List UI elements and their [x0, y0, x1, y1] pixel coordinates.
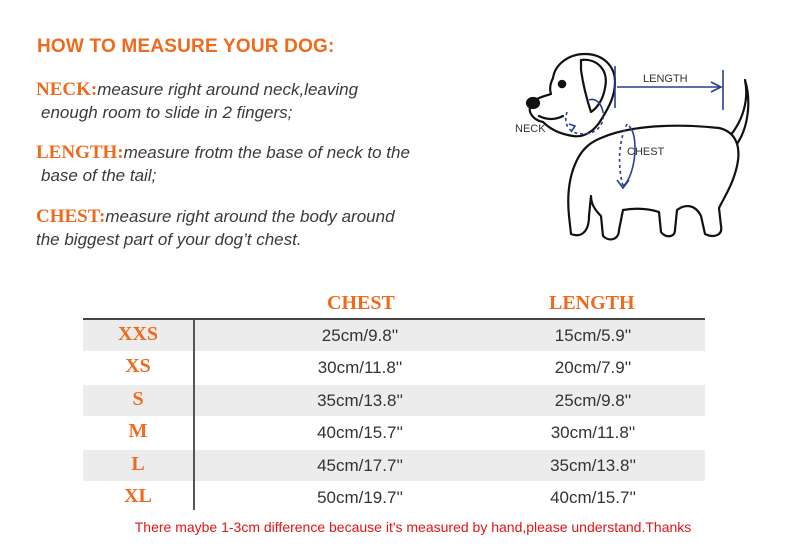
table-row	[83, 320, 705, 351]
table-row	[83, 417, 705, 448]
length-instruction	[36, 141, 410, 187]
length-term: LENGTH:	[36, 142, 124, 163]
table-header-length: LENGTH	[549, 292, 635, 314]
length-text-line2: base of the tail;	[41, 166, 157, 185]
table-divider	[193, 320, 195, 510]
length-text-line1: measure frotm the base of neck to the	[123, 143, 410, 162]
size-cell: XS	[125, 355, 151, 377]
length-cell: 15cm/5.9''	[554, 326, 632, 345]
length-label: LENGTH	[643, 73, 688, 85]
neck-label: NECK	[515, 123, 546, 135]
dog-measurement-diagram	[505, 40, 775, 250]
chest-cell: 50cm/19.7''	[317, 488, 403, 507]
chest-cell: 35cm/13.8''	[317, 391, 403, 410]
neck-term: NECK:	[36, 79, 98, 100]
chest-term: CHEST:	[36, 206, 106, 227]
length-cell: 35cm/13.8''	[550, 456, 636, 475]
page-title: HOW TO MEASURE YOUR DOG:	[37, 36, 335, 57]
table-row	[83, 352, 705, 383]
size-cell: XL	[124, 485, 152, 507]
length-cell: 20cm/7.9''	[554, 358, 632, 377]
chest-cell: 25cm/9.8''	[321, 326, 399, 345]
size-cell: L	[131, 453, 145, 475]
length-cell: 25cm/9.8''	[554, 391, 632, 410]
chest-cell: 40cm/15.7''	[317, 423, 403, 442]
size-cell: M	[128, 420, 148, 442]
neck-instruction	[36, 78, 358, 124]
neck-text-line1: measure right around neck,leaving	[97, 80, 359, 99]
table-row	[83, 385, 705, 416]
table-header-chest: CHEST	[327, 292, 395, 314]
chest-text-line2: the biggest part of your dog’t chest.	[36, 230, 302, 249]
chest-cell: 30cm/11.8''	[317, 358, 403, 377]
size-cell: XXS	[117, 323, 158, 345]
table-row	[83, 450, 705, 481]
chest-label: CHEST	[627, 146, 665, 158]
size-cell: S	[132, 388, 144, 410]
length-cell: 40cm/15.7''	[550, 488, 636, 507]
length-cell: 30cm/11.8''	[550, 423, 636, 442]
chest-text-line1: measure right around the body around	[105, 207, 395, 226]
chest-cell: 45cm/17.7''	[317, 456, 403, 475]
chest-instruction	[36, 205, 395, 251]
neck-text-line2: enough room to slide in 2 fingers;	[41, 103, 293, 122]
disclaimer-note: There maybe 1-3cm difference because it's measured by hand,please understand.Thanks	[134, 519, 692, 535]
table-row	[83, 482, 705, 513]
